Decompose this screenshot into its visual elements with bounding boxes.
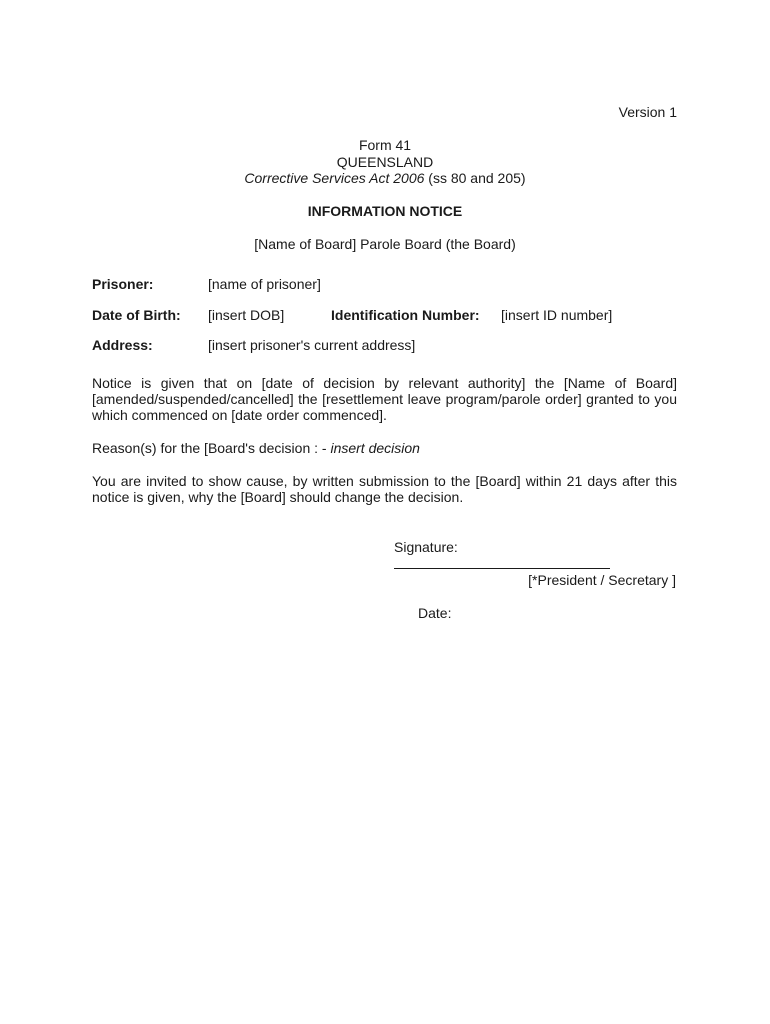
reasons-line <box>92 440 677 456</box>
act-sections: (ss 80 and 205) <box>424 170 526 186</box>
notice-title: INFORMATION NOTICE <box>307 203 463 219</box>
reasons-prefix: Reason(s) for the [Board's decision : - <box>92 440 331 456</box>
act-reference <box>0 170 770 187</box>
prisoner-value: [name of prisoner] <box>208 276 321 292</box>
board-name-line: [Name of Board] Parole Board (the Board) <box>254 236 516 252</box>
dob-value: [insert DOB] <box>208 307 285 323</box>
act-name: Corrective Services Act 2006 <box>244 170 425 186</box>
signature-label: Signature: <box>394 539 458 555</box>
state-name: QUEENSLAND <box>336 153 434 170</box>
address-value: [insert prisoner's current address] <box>208 337 416 353</box>
show-cause-paragraph: You are invited to show cause, by written submission to the [Board] within 21 days after this notice is given, why the [Board] should change the decision. <box>92 473 677 505</box>
reasons-placeholder: insert decision <box>330 440 420 456</box>
notice-paragraph: Notice is given that on [date of decision by relevant authority] the [Name of Board] [amended/suspended/cancelled] the [resettlement leave program/parole order] granted to you which commenced on [date order commenced]. <box>92 375 677 423</box>
form-number: Form 41 <box>358 137 412 153</box>
signatory-role: [*President / Secretary ] <box>528 572 676 588</box>
address-label: Address: <box>92 337 153 353</box>
id-number-value: [insert ID number] <box>501 307 613 323</box>
signature-line <box>394 568 610 569</box>
form-header <box>0 137 770 187</box>
dob-label: Date of Birth: <box>92 307 181 323</box>
date-label: Date: <box>418 605 452 621</box>
id-number-label: Identification Number: <box>331 307 480 323</box>
prisoner-label: Prisoner: <box>92 276 154 292</box>
version-label: Version 1 <box>618 104 677 120</box>
